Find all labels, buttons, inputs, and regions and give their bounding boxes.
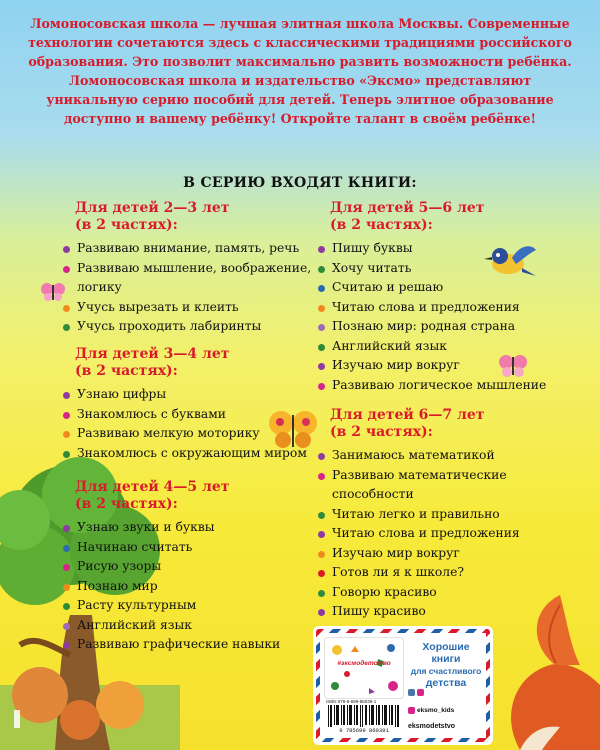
bullet-dot-icon [318,324,325,331]
bullet-dot-icon [63,324,70,331]
group-title-parts: (в 2 частях): [330,217,433,233]
book-item [318,278,546,298]
barcode-number: 9 785699 860391 [339,727,389,734]
book-title: Говорю красиво [332,584,437,599]
slogan-line: книги [431,653,461,665]
book-title: Считаю и решаю [332,280,444,294]
book-title: Изучаю мир вокруг [332,358,460,372]
bullet-dot-icon [63,525,70,532]
book-title: Английский язык [332,338,447,353]
book-title: Пишу красиво [332,604,426,618]
group-title-age: Для детей 3—4 лет [75,346,230,362]
bullet-dot-icon [63,412,70,419]
book-item [63,577,280,597]
bullet-dot-icon [318,383,325,390]
book-title: Читаю слова и предложения [332,526,520,540]
bullet-dot-icon [318,570,325,577]
bullet-dot-icon [63,642,70,649]
book-title: Развиваю мелкую моторику [77,426,260,440]
bullet-dot-icon [318,246,325,253]
book-item [318,583,520,603]
book-title: Занимаюсь математикой [332,448,495,462]
group-2-3 [63,200,311,337]
isbn-text: ISBN 978-5-699-86039-1 [326,699,377,704]
book-item [63,298,311,318]
social-handle [408,707,454,714]
group-title-parts: (в 2 частях): [75,496,178,512]
slogan-line: для счастливого [410,666,482,676]
instagram-icon [408,707,415,714]
book-item [63,616,280,636]
bullet-dot-icon [318,551,325,558]
book-list [63,518,280,655]
book-item [318,259,546,279]
publisher-card [316,629,490,742]
book-item [63,635,280,655]
publisher-slogan [406,641,486,689]
group-3-4 [63,346,307,463]
bullet-dot-icon [63,246,70,253]
book-list [63,239,311,337]
book-title: Начинаю считать [77,539,193,554]
book-title-continued: способности [332,487,414,501]
book-item [63,424,307,444]
book-item [63,385,307,405]
book-title: Узнаю звуки и буквы [77,520,215,534]
group-title-age: Для детей 4—5 лет [75,479,230,495]
social-handle [408,689,426,696]
book-title: Развиваю графические навыки [77,637,281,651]
book-item [63,317,311,337]
instagram-icon [417,689,424,696]
bullet-dot-icon [318,531,325,538]
bullet-dot-icon [63,584,70,591]
book-item [63,444,307,464]
book-item [63,239,311,259]
book-item [318,524,520,544]
bullet-dot-icon [318,305,325,312]
book-title: Развиваю мышление, воображение, [77,260,312,275]
bullet-dot-icon [318,266,325,273]
book-item [63,557,280,577]
group-title-age: Для детей 6—7 лет [330,407,485,423]
book-item [318,505,520,525]
book-item [318,466,520,505]
group-5-6 [318,200,546,395]
book-item [318,239,546,259]
intro-text: Ломоносовская школа — лучшая элитная школа Москвы. Современные технологии сочетаются здесь с классическими традициями российского образования. Это позволит максимально развить возможности ребёнка. Ломоносовская школа и издательство «Эксмо» представляют уникальную серию пособий для детей. Теперь элитное образование доступно и вашему ребёнку! Откройте талант в своём ребёнке! [28,16,572,126]
bullet-dot-icon [63,392,70,399]
barcode-icon [326,705,402,727]
book-title: Знакомлюсь с буквами [77,406,226,421]
group-4-5 [63,479,280,655]
book-title: Учусь проходить лабиринты [77,319,262,333]
bullet-dot-icon [318,590,325,597]
bullet-dot-icon [63,266,70,273]
book-item [318,544,520,564]
book-title-continued: логику [77,280,122,294]
publisher-logo [324,637,404,699]
book-item [318,563,520,583]
book-list [63,385,307,463]
book-title: Хочу читать [332,260,412,275]
book-title: Знакомлюсь с окружающим миром [77,445,307,460]
book-title: Читаю слова и предложения [332,299,520,314]
book-list [318,446,520,622]
bullet-dot-icon [318,512,325,519]
book-title: Учусь вырезать и клеить [77,299,239,314]
book-title: Изучаю мир вокруг [332,545,460,560]
book-title: Расту культурным [77,598,197,612]
book-title: Английский язык [77,617,192,632]
series-heading: В СЕРИЮ ВХОДЯТ КНИГИ: [183,175,417,191]
bullet-dot-icon [63,545,70,552]
bullet-dot-icon [63,451,70,458]
vk-icon [408,689,415,696]
bullet-dot-icon [318,609,325,616]
bullet-dot-icon [63,603,70,610]
book-title: Читаю легко и правильно [332,506,500,521]
book-item [63,538,280,558]
book-title: Рисую узоры [77,559,162,573]
group-title [75,200,311,234]
group-title [75,479,280,513]
book-title: Развиваю внимание, память, речь [77,241,300,255]
website-text: eksmodetstvo [408,723,456,730]
group-title-parts: (в 2 частях): [330,424,433,440]
slogan-line: детства [425,677,467,689]
bullet-dot-icon [63,305,70,312]
logo-text: #эксмодетство [337,660,391,667]
book-item [63,518,280,538]
group-6-7 [318,407,520,622]
bullet-dot-icon [318,473,325,480]
book-item [318,298,546,318]
group-title-parts: (в 2 частях): [75,363,178,379]
book-item [63,259,311,298]
group-title-age: Для детей 5—6 лет [330,200,485,216]
group-title [330,200,546,234]
group-title-age: Для детей 2—3 лет [75,200,230,216]
book-title: Готов ли я к школе? [332,565,464,579]
bullet-dot-icon [63,623,70,630]
book-item [318,317,546,337]
book-item [318,376,546,396]
book-title: Познаю мир [77,578,158,593]
social-handle-text: eksmo_kids [417,707,455,715]
group-title [330,407,520,441]
book-item [63,405,307,425]
book-title: Познаю мир: родная страна [332,319,516,333]
book-item [318,356,546,376]
book-title: Развиваю логическое мышление [332,377,547,392]
book-title: Пишу буквы [332,241,413,255]
bullet-dot-icon [318,285,325,292]
bullet-dot-icon [318,453,325,460]
book-item [63,596,280,616]
book-item [318,602,520,622]
group-title [75,346,307,380]
bullet-dot-icon [63,564,70,571]
book-item [318,337,546,357]
logo-doodles-icon [325,638,403,698]
book-title: Развиваю математические [332,467,507,482]
book-title: Узнаю цифры [77,387,167,401]
group-title-parts: (в 2 частях): [75,217,178,233]
bullet-dot-icon [63,431,70,438]
slogan-line: Хорошие [422,641,470,653]
bullet-dot-icon [318,363,325,370]
book-list [318,239,546,395]
bullet-dot-icon [318,344,325,351]
book-item [318,446,520,466]
